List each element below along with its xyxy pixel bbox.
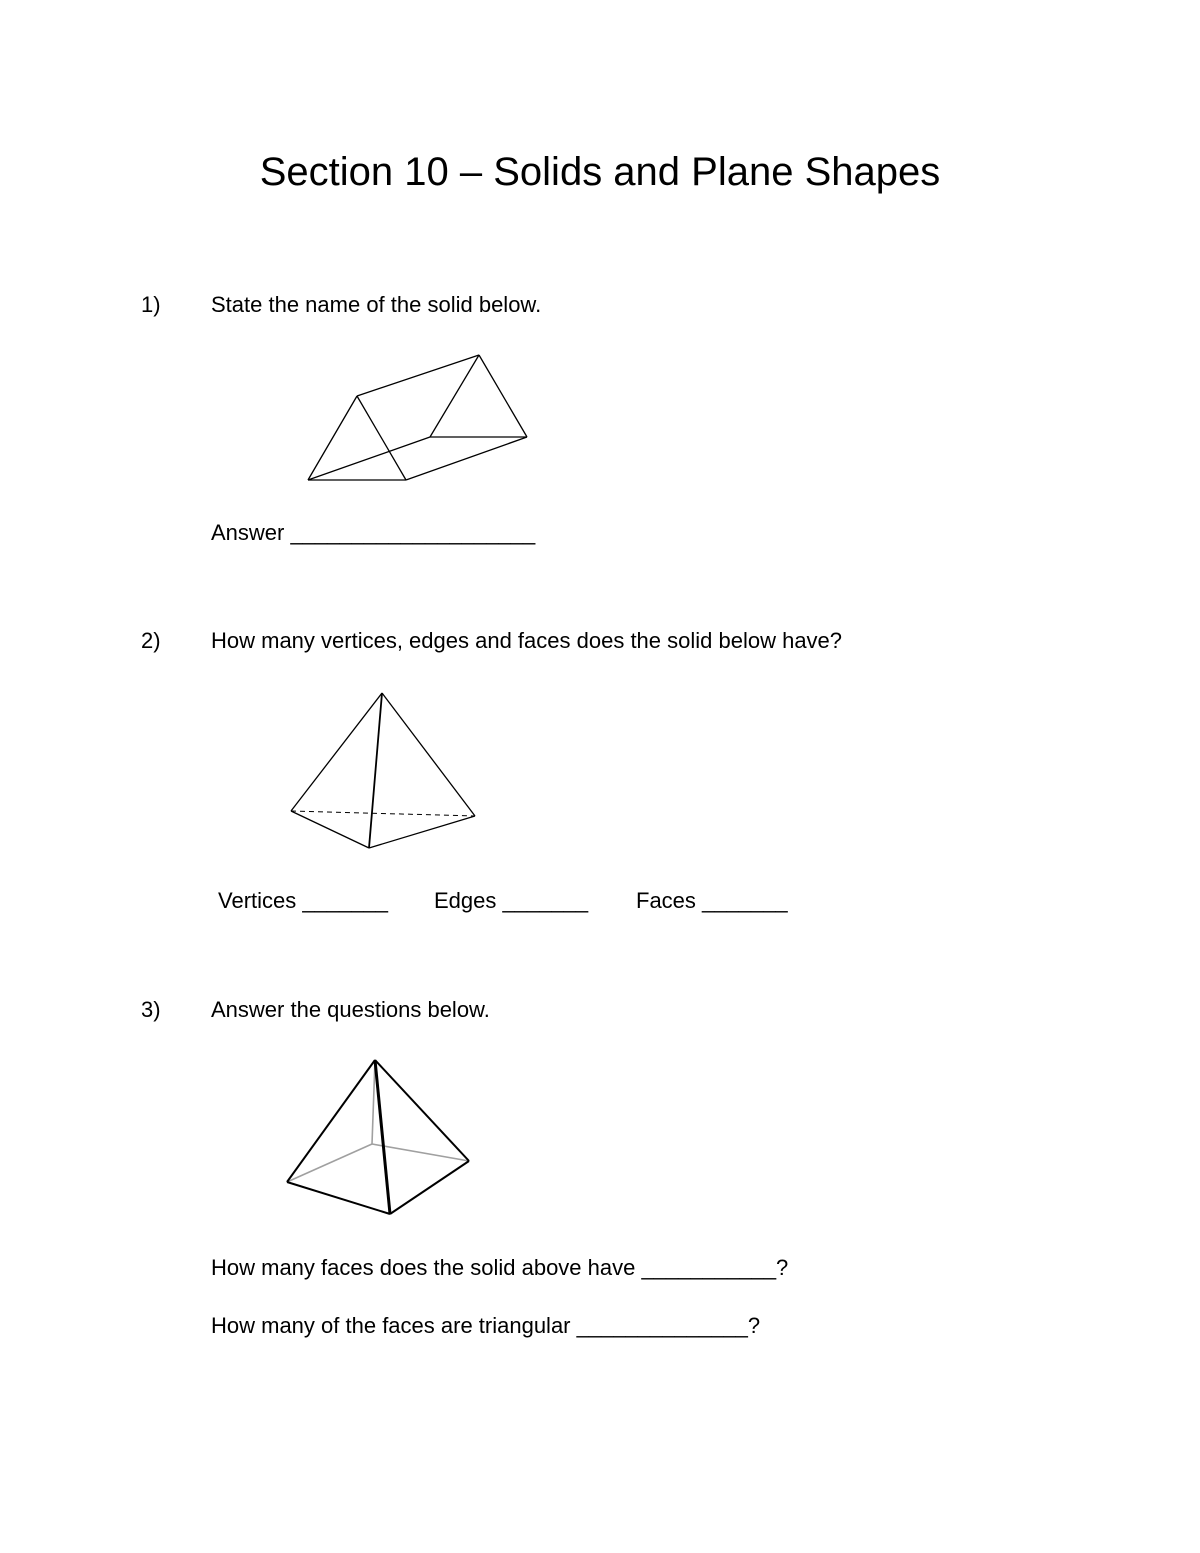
question-3-prompt: Answer the questions below.	[211, 997, 490, 1022]
question-1-number: 1)	[141, 292, 161, 317]
faces-field[interactable]: Faces _______	[636, 888, 788, 913]
question-2-prompt: How many vertices, edges and faces does the solid below have?	[211, 628, 843, 653]
square-pyramid-edge	[375, 1060, 390, 1214]
square-pyramid-edge	[375, 1060, 469, 1161]
square-pyramid-edge	[287, 1182, 390, 1214]
question-1-prompt: State the name of the solid below.	[211, 292, 542, 317]
square-pyramid-hidden-edge	[372, 1060, 375, 1144]
vertices-field[interactable]: Vertices _______	[218, 888, 389, 913]
question-3b-triangular-faces[interactable]: How many of the faces are triangular ______________?	[211, 1313, 761, 1338]
question-1-answer-line[interactable]: Answer ____________________	[211, 520, 536, 545]
question-3-number: 3)	[141, 997, 161, 1022]
square-pyramid-edge	[390, 1161, 469, 1214]
square-pyramid-edge	[287, 1060, 375, 1182]
question-2-number: 2)	[141, 628, 161, 653]
page-title: Section 10 – Solids and Plane Shapes	[259, 150, 941, 194]
edges-field[interactable]: Edges _______	[434, 888, 589, 913]
question-3a-faces[interactable]: How many faces does the solid above have ___________?	[211, 1255, 789, 1280]
